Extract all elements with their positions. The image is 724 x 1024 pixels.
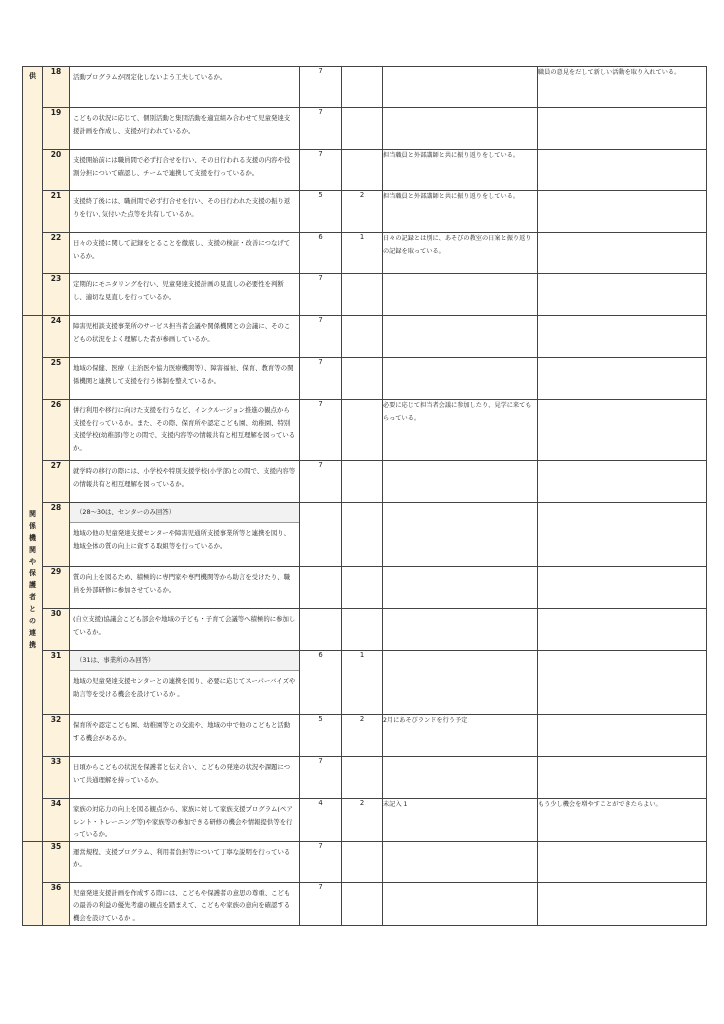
guardian-comment <box>538 233 707 274</box>
no-count <box>342 150 383 191</box>
guardian-comment <box>538 757 707 799</box>
answer-scope-note: （31は、事業所のみ回答） <box>70 651 299 671</box>
question-cell: 運営規程、支援プログラム、利用者負担等について丁寧な説明を行っているか。 <box>70 841 300 882</box>
category-cell-bottom <box>23 841 43 925</box>
no-count <box>342 108 383 150</box>
no-count: 1 <box>342 651 383 715</box>
guardian-comment: もう少し機会を増やすことができたらよい。 <box>538 799 707 842</box>
no-count <box>342 503 383 567</box>
no-count <box>342 274 383 316</box>
improvement-comment <box>383 567 538 609</box>
guardian-comment <box>538 358 707 400</box>
no-count <box>342 461 383 503</box>
table-row <box>23 799 707 842</box>
question-cell: 日々の支援に関して記録をとることを徹底し、支援の検証・改善につなげているか。 <box>70 233 300 274</box>
yes-count: 7 <box>300 67 342 108</box>
category-label: 関 係 機 関 や 保 護 者 と の 連 携 <box>29 509 36 649</box>
no-count <box>342 316 383 358</box>
table-row <box>23 358 707 400</box>
row-number: 30 <box>43 609 70 651</box>
table-row <box>23 233 707 274</box>
no-count <box>342 609 383 651</box>
question-cell: 支援終了後には、職員間で必ず打合せを行い、その日行われた支援の振り返りを行い､気付いた点等を共有しているか。 <box>70 191 300 233</box>
yes-count: 5 <box>300 191 342 233</box>
guardian-comment <box>538 150 707 191</box>
category-cell-relations <box>23 316 43 842</box>
question-cell: こどもの状況に応じて、個別活動と集団活動を適宜組み合わせて児童発達支援計画を作成し、支援が行われているか。 <box>70 108 300 150</box>
yes-count: 7 <box>300 757 342 799</box>
yes-count <box>300 609 342 651</box>
improvement-comment <box>383 503 538 567</box>
row-number: 26 <box>43 400 70 461</box>
no-count <box>342 757 383 799</box>
table-row <box>23 757 707 799</box>
yes-count: 7 <box>300 358 342 400</box>
table-row <box>23 150 707 191</box>
yes-count: 7 <box>300 274 342 316</box>
yes-count: 5 <box>300 715 342 757</box>
row-number: 20 <box>43 150 70 191</box>
question-cell: 質の向上を図るため、積極的に専門家や専門機関等から助言を受けたり、職員を外部研修に参加させているか。 <box>70 567 300 609</box>
question-cell: 児童発達支援計画を作成する際には、こどもや保護者の意思の尊重、こどもの最善の利益の優先考慮の観点を踏まえて、こどもや家族の意向を確認する機会を設けているか 。 <box>70 882 300 925</box>
yes-count <box>300 567 342 609</box>
yes-count: 7 <box>300 400 342 461</box>
improvement-comment: 未記入 1 <box>383 799 538 842</box>
question-cell: （28～30は、センターのみ回答） 地域の他の児童発達支援センターや障害児通所支援事業所等と連携を図り、地域全体の質の向上に資する取組等を行っているか。 <box>70 503 300 567</box>
row-number: 28 <box>43 503 70 567</box>
table-row <box>23 841 707 882</box>
row-number: 21 <box>43 191 70 233</box>
yes-count: 7 <box>300 150 342 191</box>
guardian-comment <box>538 609 707 651</box>
no-count: 2 <box>342 715 383 757</box>
question-cell: 併行利用や移行に向けた支援を行うなど、インクルージョン推進の観点から支援を行っているか。また、その際、保育所や認定こども園、幼稚園、特別支援学校(幼稚部)等との間で、支援内容等の情報共有と相互理解を図っているか。 <box>70 400 300 461</box>
guardian-comment <box>538 191 707 233</box>
no-count <box>342 882 383 925</box>
no-count <box>342 67 383 108</box>
yes-count: 7 <box>300 841 342 882</box>
improvement-comment <box>383 757 538 799</box>
row-number: 31 <box>43 651 70 715</box>
improvement-comment <box>383 841 538 882</box>
question-cell: (自立支援)協議会こども部会や地域の子ども・子育て会議等へ積極的に参加しているか。 <box>70 609 300 651</box>
improvement-comment <box>383 316 538 358</box>
row-number: 19 <box>43 108 70 150</box>
row-number: 18 <box>43 67 70 108</box>
table-row <box>23 461 707 503</box>
no-count <box>342 841 383 882</box>
guardian-comment <box>538 841 707 882</box>
row-number: 32 <box>43 715 70 757</box>
category-cell-top: 供 <box>23 67 43 316</box>
question-cell: 支援開始前には職員間で必ず打合せを行い、その日行われる支援の内容や役割分担について確認し、チームで連携して支援を行っているか。 <box>70 150 300 191</box>
improvement-comment: 日々の記録とは別に、あそびの教室の日案と振り返りの記録を取っている。 <box>383 233 538 274</box>
guardian-comment <box>538 274 707 316</box>
row-number: 35 <box>43 841 70 882</box>
question-cell: （31は、事業所のみ回答） 地域の児童発達支援センターとの連携を図り、必要に応じてスーパーバイズや助言等を受ける機会を設けているか 。 <box>70 651 300 715</box>
guardian-comment <box>538 461 707 503</box>
improvement-comment <box>383 274 538 316</box>
row-number: 33 <box>43 757 70 799</box>
no-count <box>342 567 383 609</box>
improvement-comment <box>383 609 538 651</box>
yes-count <box>300 503 342 567</box>
question-cell: 家族の対応力の向上を図る観点から、家族に対して家族支援プログラム(ペアレント・トレーニング等)や家族等の参加できる研修の機会や情報提供等を行っているか。 <box>70 799 300 842</box>
improvement-comment <box>383 461 538 503</box>
evaluation-table <box>22 66 707 926</box>
table-row <box>23 567 707 609</box>
row-number: 34 <box>43 799 70 842</box>
guardian-comment <box>538 400 707 461</box>
table-row <box>23 651 707 715</box>
improvement-comment <box>383 882 538 925</box>
improvement-comment <box>383 651 538 715</box>
improvement-comment <box>383 67 538 108</box>
improvement-comment <box>383 108 538 150</box>
row-number: 27 <box>43 461 70 503</box>
guardian-comment <box>538 108 707 150</box>
no-count: 1 <box>342 233 383 274</box>
answer-scope-note: （28～30は、センターのみ回答） <box>70 503 299 523</box>
row-number: 29 <box>43 567 70 609</box>
no-count <box>342 400 383 461</box>
guardian-comment <box>538 651 707 715</box>
table-row <box>23 67 707 108</box>
yes-count: 7 <box>300 316 342 358</box>
question-cell: 保育所や認定こども園、幼稚園等との交流や、地域の中で他のこどもと活動する機会があるか。 <box>70 715 300 757</box>
guardian-comment <box>538 567 707 609</box>
question-cell: 地域の保健、医療（主治医や協力医療機関等）、障害福祉、保育、教育等の関係機関と連携して支援を行う体制を整えているか。 <box>70 358 300 400</box>
improvement-comment: 担当職員と外部講師と共に振り返りをしている。 <box>383 191 538 233</box>
table-row <box>23 316 707 358</box>
table-row <box>23 274 707 316</box>
row-number: 22 <box>43 233 70 274</box>
guardian-comment <box>538 715 707 757</box>
yes-count: 7 <box>300 461 342 503</box>
question-cell: 定期的にモニタリングを行い、児童発達支援計画の見直しの必要性を判断し、適切な見直しを行っているか。 <box>70 274 300 316</box>
question-cell: 就学時の移行の際には、小学校や特別支援学校(小学部)との間で、支援内容等の情報共有と相互理解を図っているか。 <box>70 461 300 503</box>
row-number: 25 <box>43 358 70 400</box>
no-count: 2 <box>342 799 383 842</box>
table-row <box>23 715 707 757</box>
improvement-comment: 担当職員と外部講師と共に振り返りをしている。 <box>383 150 538 191</box>
yes-count: 7 <box>300 108 342 150</box>
table-row <box>23 503 707 567</box>
guardian-comment <box>538 503 707 567</box>
table-row <box>23 400 707 461</box>
table-row <box>23 609 707 651</box>
guardian-comment: 職員の意見をだして新しい活動を取り入れている。 <box>538 67 707 108</box>
no-count <box>342 358 383 400</box>
table-row <box>23 882 707 925</box>
guardian-comment <box>538 882 707 925</box>
guardian-comment <box>538 316 707 358</box>
row-number: 23 <box>43 274 70 316</box>
question-cell: 活動プログラムが固定化しないよう工夫しているか。 <box>70 67 300 108</box>
yes-count: 4 <box>300 799 342 842</box>
no-count: 2 <box>342 191 383 233</box>
table-row <box>23 191 707 233</box>
question-cell: 障害児相談支援事業所のサービス担当者会議や関係機関との会議に、そのこどもの状況をよく理解した者が参画しているか。 <box>70 316 300 358</box>
yes-count: 6 <box>300 651 342 715</box>
yes-count: 6 <box>300 233 342 274</box>
row-number: 36 <box>43 882 70 925</box>
improvement-comment: 必要に応じて担当者会議に参加したり、見学に来てもらっている。 <box>383 400 538 461</box>
row-number: 24 <box>43 316 70 358</box>
improvement-comment: 2月にあそびランドを行う予定 <box>383 715 538 757</box>
question-cell: 日頃からこどもの状況を保護者と伝え合い、こどもの発達の状況や課題について共通理解を持っているか。 <box>70 757 300 799</box>
table-row <box>23 108 707 150</box>
improvement-comment <box>383 358 538 400</box>
yes-count: 7 <box>300 882 342 925</box>
